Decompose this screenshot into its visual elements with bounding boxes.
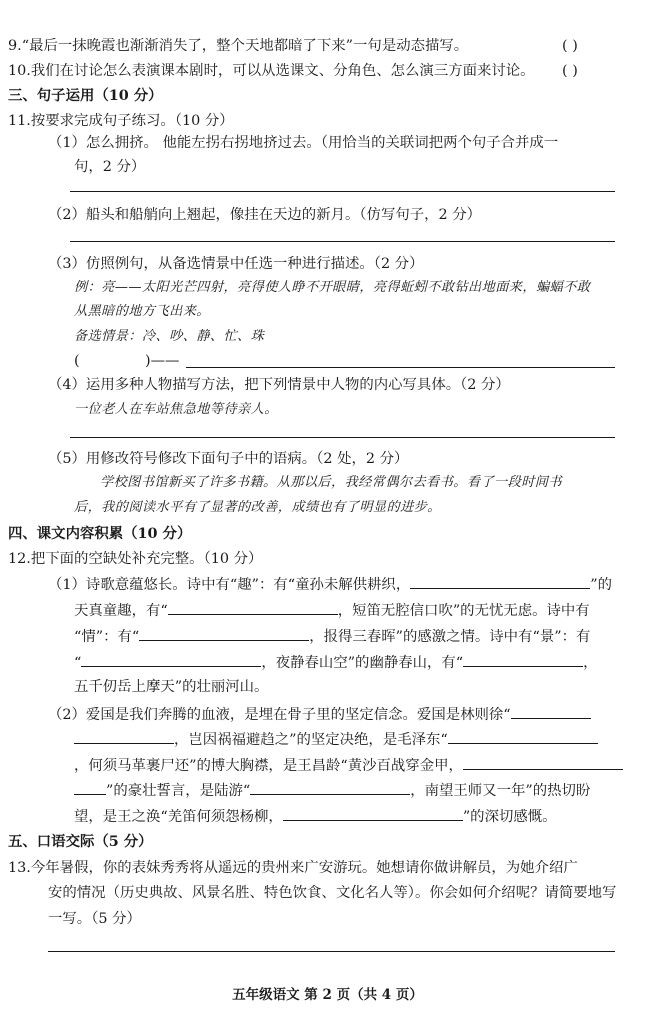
q12-part1-line3-end: ，报得三春晖”的感激之情。诗中有“景”：有 [309,629,591,645]
q12-blank-1[interactable] [410,574,590,589]
q12-part1-line2 [74,600,590,621]
q13-line3: 一写。（5 分） [48,911,141,927]
q11-part1-answer-line[interactable] [70,191,615,192]
q11-part3-fill-close: )—— [145,353,180,369]
q11-part2-answer-line[interactable] [70,241,615,242]
section-5-title: 五、口语交际（5 分） [8,833,153,850]
q12-part2-line5-end: ”的深切感慨。 [462,809,557,825]
q12-part1-line1-text: （1）诗歌意蕴悠长。诗中有“趣”：有“童孙未解供耕织， [48,577,411,593]
q11-part3-options: 备选情景：冷、吵、静、忙、珠 [74,329,265,344]
q12-blank-5[interactable] [463,652,583,667]
q12-part2-line1 [48,704,591,725]
page-footer: 五年级语文 第 2 页（共 4 页） [232,987,423,1003]
q12-part2-line4 [74,780,590,801]
q11-part5: （5）用修改符号修改下面句子中的语病。（2 处，2 分） [48,451,409,467]
section-4-title: 四、课文内容积累（10 分） [8,525,192,542]
q11-part4-scene: 一位老人在车站焦急地等待亲人。 [74,402,278,417]
q12-blank-8[interactable] [463,755,623,770]
q11-part3-example-line2: 从黑暗的地方飞出来。 [74,304,210,319]
q12-blank-6b[interactable] [74,729,174,744]
q12-blank-2[interactable] [168,600,338,615]
q12-part2-line4-text: ”的豪壮誓言，是陆游“ [106,783,251,799]
q12-part2-line5-text: 望，是王之涣“羌笛何须怨杨柳， [74,809,283,825]
q12-blank-10[interactable] [283,806,463,821]
q12-part2-line2 [74,729,598,750]
q12-part1-line4-text: “ [74,655,82,671]
q12-part1-line1-end: ”的 [590,577,612,593]
q11-part1-line1: （1）怎么拥挤。 他能左拐右拐地挤过去。（用恰当的关联词把两个句子合并成一 [48,135,559,151]
q12-part1-line4 [74,652,598,673]
q13-line1: 13.今年暑假，你的表妹秀秀将从遥远的贵州来广安游玩。她想请你做讲解员，为她介绍广 [8,860,578,876]
q11-part4-answer-line[interactable] [70,437,615,438]
q11-part3-fill-open: ( [74,353,80,369]
q12-blank-9[interactable] [250,780,410,795]
q12-part2-line5 [74,806,557,827]
q12-part1-line5: 五千仞岳上摩天”的壮丽河山。 [74,679,269,695]
section-3-title: 三、句子运用（10 分） [8,87,163,104]
q12-blank-4[interactable] [81,652,261,667]
q11-part3-example-line1: 例：亮——太阳光芒四射，亮得使人睁不开眼睛，亮得蚯蚓不敢钻出地面来，蝙蝠不敢 [74,280,591,295]
q12-blank-3[interactable] [139,626,309,641]
q10-text: 10.我们在讨论怎么表演课本剧时，可以从选课文、分角色、怎么演三方面来讨论。 [8,63,535,79]
q11-part3: （3）仿照例句，从备选情景中任选一种进行描述。（2 分） [48,256,424,272]
q11-part1-line2: 句，2 分） [74,159,146,175]
q12-part1-line4-end: ， [583,655,598,671]
q12-blank-8b[interactable] [74,780,106,795]
q13-answer-line[interactable] [48,951,615,952]
q12-part2-line3 [74,755,623,776]
q9-answer-bracket[interactable]: ( ) [562,38,578,54]
q12-blank-6[interactable] [511,704,591,719]
q12-part1-line3 [74,626,590,647]
q11-part2: （2）船头和船艄向上翘起，像挂在天边的新月。（仿写句子，2 分） [48,207,482,223]
q12-blank-7[interactable] [448,729,598,744]
q11-part5-text-line2: 后，我的阅读水平有了显著的改善，成绩也有了明显的进步。 [74,500,441,515]
q13-line2: 安的情况（历史典故、风景名胜、特色饮食、文化名人等）。你会如何介绍呢？请简要地写 [48,885,617,901]
q11-part5-text-line1: 学校图书馆新买了许多书籍。从那以后，我经常偶尔去看书。看了一段时间书 [100,475,562,490]
q9-text: 9.“最后一抹晚霞也渐渐消失了，整个天地都暗了下来”一句是动态描写。 [8,38,469,54]
q10-answer-bracket[interactable]: ( ) [562,63,578,79]
q11-part4: （4）运用多种人物描写方法，把下列情景中人物的内心写具体。（2 分） [48,377,510,393]
q12-part2-line4-end: ，南望王师又一年”的热切盼 [410,783,591,799]
q11-part3-answer-line[interactable] [186,367,615,368]
q11-stem: 11.按要求完成句子练习。（10 分） [8,113,234,129]
q12-part1-line3-text: “情”：有“ [74,629,140,645]
q12-part2-line3-text: ，何须马革裹尸还”的博大胸襟，是王昌龄“黄沙百战穿金甲， [74,758,463,774]
q12-stem: 12.把下面的空缺处补充完整。（10 分） [8,551,263,567]
q12-part2-line1-text: （2）爱国是我们奔腾的血液，是埋在骨子里的坚定信念。爱国是林则徐“ [48,707,511,723]
q12-part1-line4-mid: ，夜静春山空”的幽静春山，有“ [261,655,464,671]
q12-part1-line2-end: ，短笛无腔信口吹”的无忧无虑。诗中有 [337,603,590,619]
q12-part1-line1 [48,574,612,595]
q12-part1-line2-text: 天真童趣，有“ [74,603,168,619]
q12-part2-line2-text: ，岂因祸福避趋之”的坚定决绝，是毛泽东“ [174,732,448,748]
